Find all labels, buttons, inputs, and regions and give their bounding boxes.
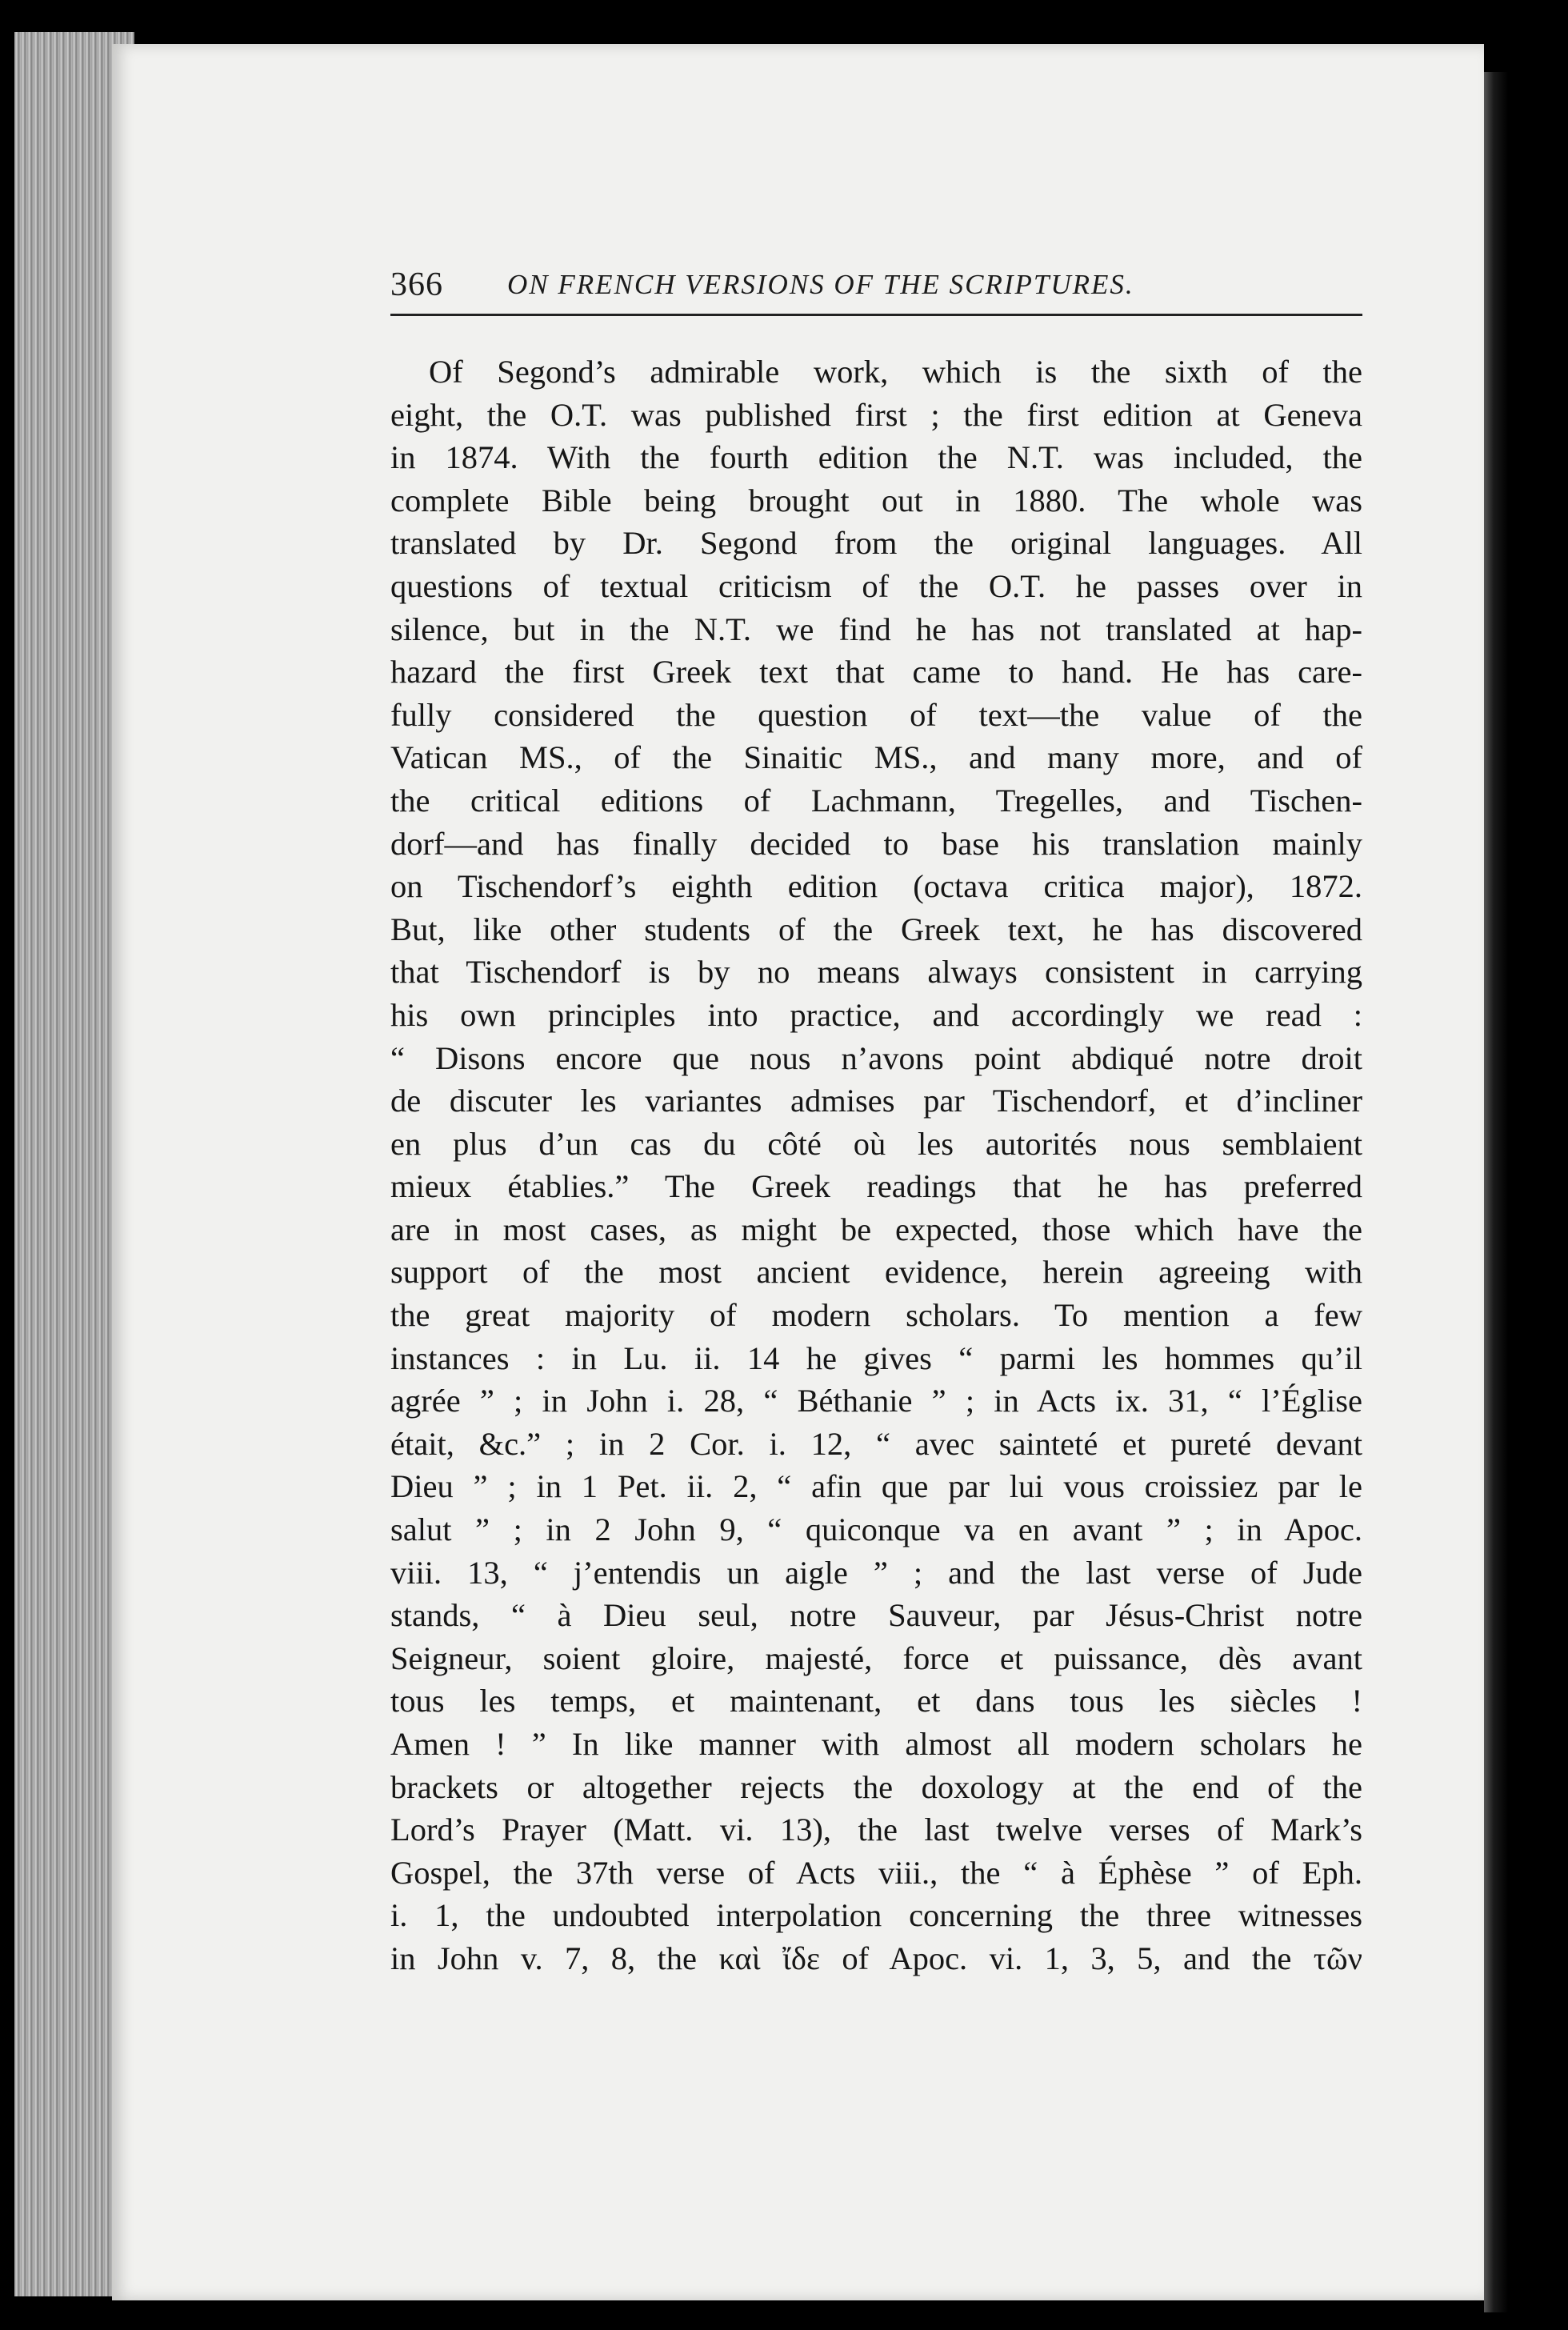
text-line: de discuter les variantes admises par Tischendorf, et d’incliner bbox=[390, 1083, 1362, 1119]
text-line: dorf—and has finally decided to base his translation mainly bbox=[390, 825, 1362, 862]
text-line: agrée ” ; in John i. 28, “ Béthanie ” ; in Acts ix. 31, “ l’Église bbox=[390, 1383, 1362, 1419]
running-head: ON FRENCH VERSIONS OF THE SCRIPTURES. bbox=[507, 269, 1134, 300]
text-line: Dieu ” ; in 1 Pet. ii. 2, “ afin que par lui vous croissiez par le bbox=[390, 1468, 1362, 1505]
text-line: salut ” ; in 2 John 9, “ quiconque va en avant ” ; in Apoc. bbox=[390, 1511, 1362, 1548]
text-line: his own principles into practice, and accordingly we read : bbox=[390, 996, 1362, 1033]
text-line: i. 1, the undoubted interpolation concerning the three witnesses bbox=[390, 1897, 1362, 1934]
text-line: on Tischendorf’s eighth edition (octava critica major), 1872. bbox=[390, 868, 1362, 905]
text-line: fully considered the question of text—the value of the bbox=[390, 696, 1362, 733]
text-line: in John v. 7, 8, the καὶ ἴδε of Apoc. vi. 1, 3, 5, and the τῶν bbox=[390, 1940, 1362, 1976]
text-line: mieux établies.” The Greek readings that he has preferred bbox=[390, 1168, 1362, 1205]
text-line: Vatican MS., of the Sinaitic MS., and many more, and of bbox=[390, 739, 1362, 776]
text-line: questions of textual criticism of the O.T. he passes over in bbox=[390, 567, 1362, 604]
text-line: are in most cases, as might be expected, those which have the bbox=[390, 1211, 1362, 1247]
text-line: hazard the first Greek text that came to hand. He has care- bbox=[390, 654, 1362, 691]
page-number: 366 bbox=[390, 266, 443, 303]
text-line: stands, “ à Dieu seul, notre Sauveur, par Jésus-Christ notre bbox=[390, 1597, 1362, 1634]
text-line: en plus d’un cas du côté où les autorités nous semblaient bbox=[390, 1125, 1362, 1162]
text-line: the great majority of modern scholars. To mention a few bbox=[390, 1297, 1362, 1334]
text-line: “ Disons encore que nous n’avons point abdiqué notre droit bbox=[390, 1039, 1362, 1076]
page-header bbox=[390, 264, 1362, 316]
text-line: in 1874. With the fourth edition the N.T. was included, the bbox=[390, 439, 1362, 476]
text-line: support of the most ancient evidence, herein agreeing with bbox=[390, 1254, 1362, 1291]
body-text bbox=[390, 350, 1362, 1980]
text-line: brackets or altogether rejects the doxology at the end of the bbox=[390, 1768, 1362, 1805]
text-line: Of Segond’s admirable work, which is the sixth of the bbox=[429, 354, 1362, 390]
text-line: that Tischendorf is by no means always consistent in carrying bbox=[390, 954, 1362, 991]
text-line: silence, but in the N.T. we find he has not translated at hap- bbox=[390, 611, 1362, 647]
text-line: Seigneur, soient gloire, majesté, force et puissance, dès avant bbox=[390, 1639, 1362, 1676]
text-line: But, like other students of the Greek text, he has discovered bbox=[390, 911, 1362, 947]
text-line: tous les temps, et maintenant, et dans tous les siècles ! bbox=[390, 1683, 1362, 1719]
text-line: Amen ! ” In like manner with almost all modern scholars he bbox=[390, 1726, 1362, 1762]
text-line: Gospel, the 37th verse of Acts viii., the “ à Éphèse ” of Eph. bbox=[390, 1854, 1362, 1891]
binding-shadow bbox=[1484, 72, 1508, 2312]
text-line: Lord’s Prayer (Matt. vi. 13), the last twelve verses of Mark’s bbox=[390, 1812, 1362, 1848]
text-line: était, &c.” ; in 2 Cor. i. 12, “ avec sainteté et pureté devant bbox=[390, 1425, 1362, 1462]
text-line: translated by Dr. Segond from the original languages. All bbox=[390, 525, 1362, 562]
text-line: eight, the O.T. was published first ; the first edition at Geneva bbox=[390, 396, 1362, 433]
text-line: the critical editions of Lachmann, Tregelles, and Tischen- bbox=[390, 782, 1362, 819]
text-line: viii. 13, “ j’entendis un aigle ” ; and the last verse of Jude bbox=[390, 1554, 1362, 1591]
text-line: complete Bible being brought out in 1880. The whole was bbox=[390, 482, 1362, 518]
text-line: instances : in Lu. ii. 14 he gives “ parmi les hommes qu’il bbox=[390, 1339, 1362, 1376]
